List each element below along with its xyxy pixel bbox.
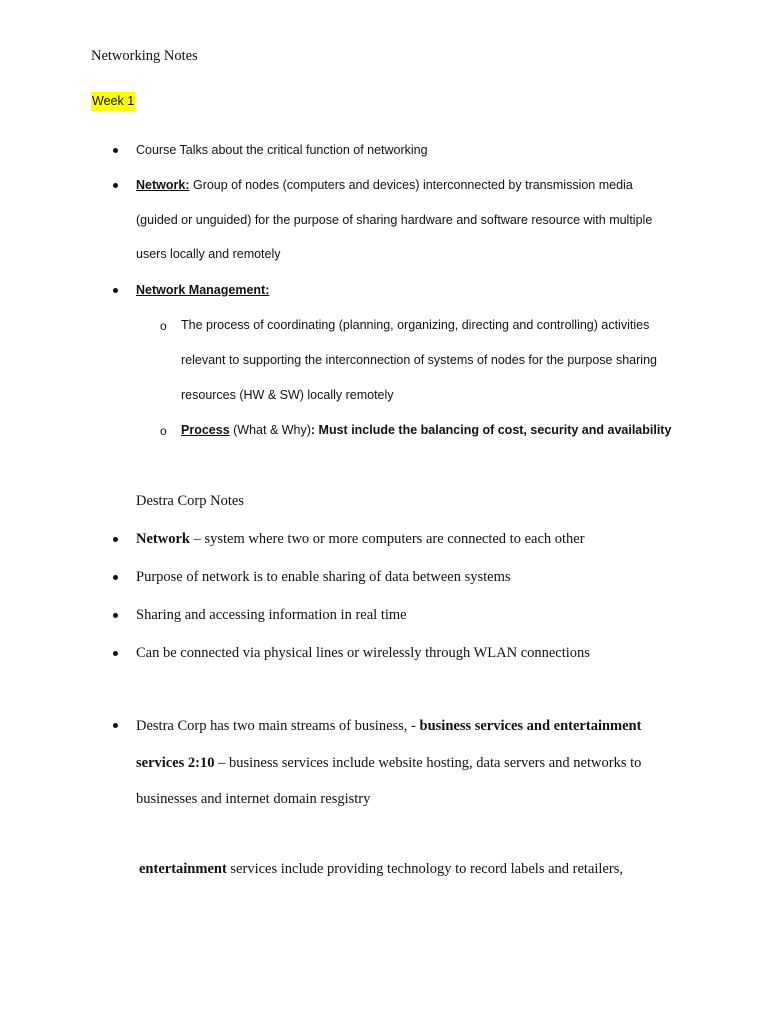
- document-title: Networking Notes: [91, 48, 198, 64]
- destra-item-sharing: Sharing and accessing information in real time: [136, 607, 407, 623]
- destra-heading: Destra Corp Notes: [136, 493, 244, 509]
- network-definition-line3: users locally and remotely: [136, 247, 281, 261]
- sub-item-process-what-why: [181, 424, 671, 437]
- entertainment-paragraph: [139, 862, 623, 877]
- destra-network-definition: – system where two or more computers are connected to each other: [189, 531, 585, 547]
- destra-item-streams-line2: [136, 756, 641, 771]
- destra-item-streams-line3: businesses and internet domain resgistry: [136, 791, 371, 807]
- network-term: Network:: [136, 178, 190, 192]
- bullet-icon: [113, 613, 118, 618]
- entertainment-term: entertainment: [139, 861, 227, 877]
- destra-network-term: Network: [136, 531, 190, 547]
- bullet-icon: [113, 651, 118, 656]
- streams-intro: Destra Corp has two main streams of business, -: [136, 718, 420, 734]
- circle-bullet-icon: o: [160, 319, 167, 333]
- process-paren: (What & Why): [229, 423, 311, 437]
- streams-bold-line1: business services and entertainment: [419, 718, 642, 734]
- week-heading: [91, 95, 135, 108]
- week1-item-network-management: [136, 284, 269, 297]
- week-heading-highlight: Week 1: [91, 92, 135, 111]
- network-definition-line2: (guided or unguided) for the purpose of sharing hardware and software resource with multiple: [136, 213, 653, 227]
- bullet-icon: [113, 537, 118, 542]
- bullet-icon: [113, 575, 118, 580]
- sub-item-process-line2: relevant to supporting the interconnection of systems of nodes for the purpose sharing: [181, 353, 657, 367]
- sub-item-process-line3: resources (HW & SW) locally remotely: [181, 388, 394, 402]
- entertainment-description: services include providing technology to record labels and retailers,: [226, 861, 623, 877]
- bullet-icon: [113, 723, 118, 728]
- network-management-term: Network Management:: [136, 283, 270, 297]
- destra-item-network: [136, 532, 585, 547]
- bullet-icon: [113, 183, 118, 188]
- sub-item-process-line1: The process of coordinating (planning, organizing, directing and controlling) activities: [181, 318, 650, 332]
- network-definition-line1: Group of nodes (computers and devices) interconnected by transmission media: [192, 178, 633, 192]
- circle-bullet-icon: o: [160, 424, 167, 438]
- process-description: : Must include the balancing of cost, security and availability: [310, 423, 672, 437]
- bullet-icon: [113, 288, 118, 293]
- week1-item-course: Course Talks about the critical function of networking: [136, 143, 428, 157]
- bullet-icon: [113, 148, 118, 153]
- process-term: Process: [181, 423, 230, 437]
- streams-business-services: – business services include website hosting, data servers and networks to: [214, 755, 642, 771]
- streams-bold-line2: services 2:10: [136, 755, 215, 771]
- destra-item-streams-line1: [136, 719, 641, 734]
- destra-item-purpose: Purpose of network is to enable sharing of data between systems: [136, 569, 511, 585]
- week1-item-network: [136, 179, 633, 192]
- destra-item-connection: Can be connected via physical lines or wirelessly through WLAN connections: [136, 645, 590, 661]
